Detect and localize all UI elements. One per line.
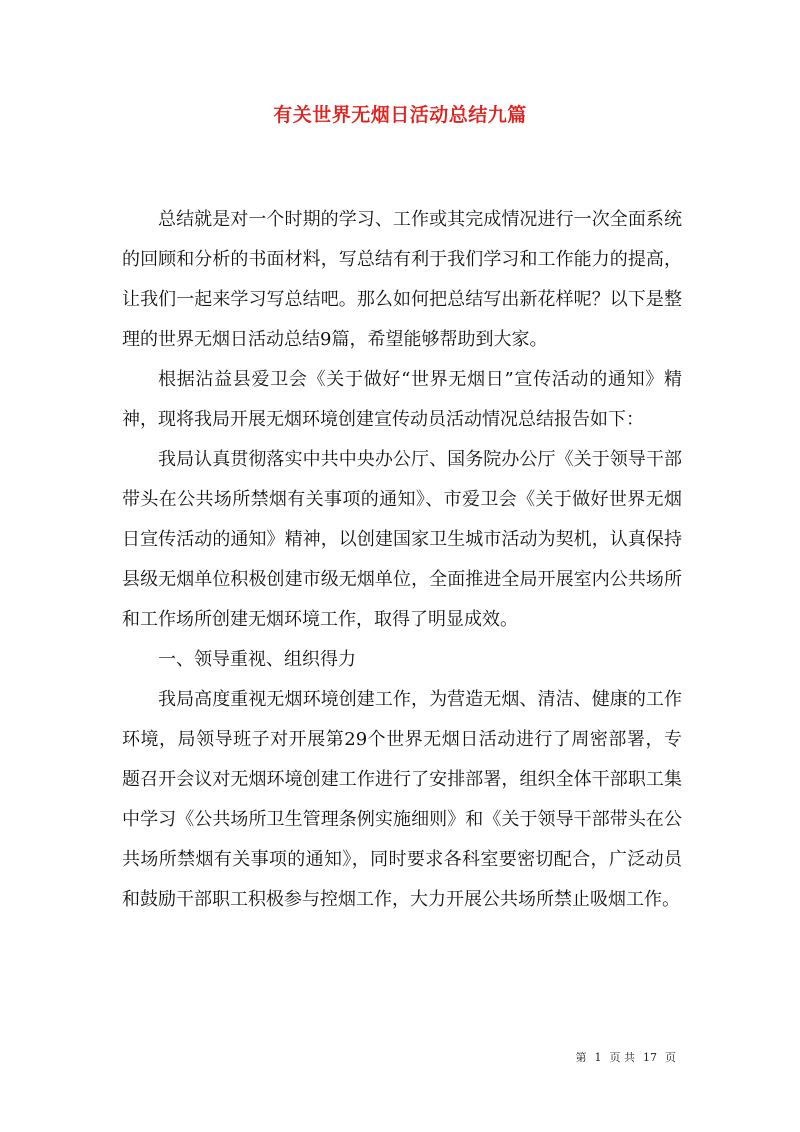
document-body <box>122 200 682 920</box>
paragraph-basis: 根据沾益县爱卫会《关于做好“世界无烟日”宣传活动的通知》精神，现将我局开展无烟环境创建宣传动员活动情况总结报告如下： <box>122 369 682 430</box>
page-number-footer <box>0 1050 680 1066</box>
document-title: 有关世界无烟日活动总结九篇 <box>273 104 527 126</box>
paragraph-leadership: 我局高度重视无烟环境创建工作，为营造无烟、清洁、健康的工作环境，局领导班子对开展第29个世界无烟日活动进行了周密部署，专题召开会议对无烟环境创建工作进行了安排部署，组织全体干部职工集中学习《公共场所卫生管理条例实施细则》和《关于领导干部带头在公共场所禁烟有关事项的通知》，同时要求各科室要密切配合，广泛动员和鼓励干部职工积极参与控烟工作，大力开展公共场所禁止吸烟工作。 <box>122 689 682 910</box>
footer-total-pages: 17 <box>643 1051 657 1064</box>
paragraph-intro: 总结就是对一个时期的学习、工作或其完成情况进行一次全面系统的回顾和分析的书面材料，写总结有利于我们学习和工作能力的提高，让我们一起来学习写总结吧。那么如何把总结写出新花样呢？以下是整理的世界无烟日活动总结9篇，希望能够帮助到大家。 <box>122 209 682 350</box>
paragraph-implementation: 我局认真贯彻落实中共中央办公厅、国务院办公厅《关于领导干部带头在公共场所禁烟有关事项的通知》、市爱卫会《关于做好世界无烟日宣传活动的通知》精神，以创建国家卫生城市活动为契机，认真保持县级无烟单位积极创建市级无烟单位，全面推进全局开展室内公共场所和工作场所创建无烟环境工作，取得了明显成效。 <box>122 449 682 630</box>
footer-middle: 页 共 <box>609 1051 635 1064</box>
footer-suffix: 页 <box>665 1051 676 1064</box>
footer-prefix: 第 <box>575 1051 587 1064</box>
footer-page-number: 1 <box>594 1051 602 1064</box>
section-heading-1: 一、领导重视、组织得力 <box>158 649 356 670</box>
